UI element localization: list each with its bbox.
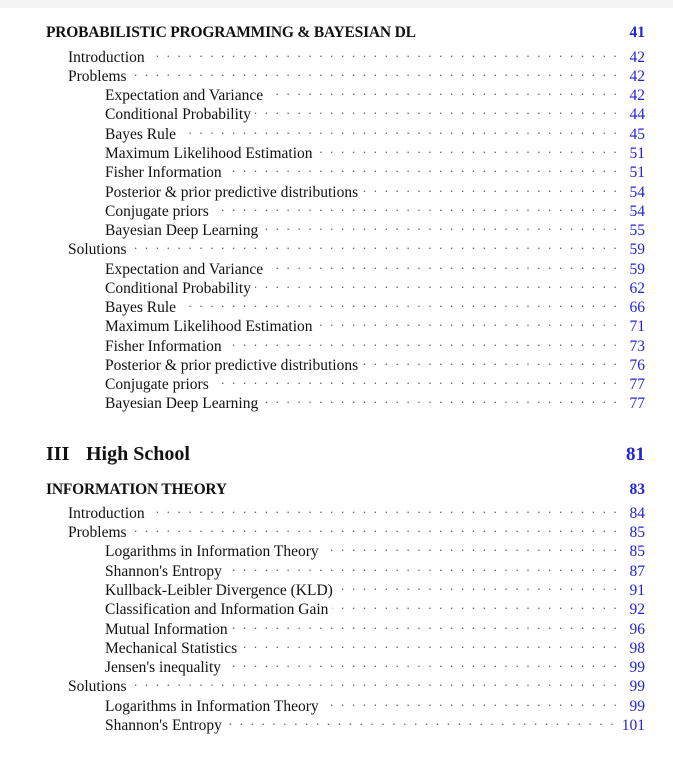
item-title: Posterior & prior predictive distributions [105,184,359,201]
page-link[interactable]: 85 [629,524,645,541]
item-title: Bayesian Deep Learning [105,222,259,239]
toc-section-introduction[interactable] [0,499,673,522]
item-title: Posterior & prior predictive distributions [105,357,359,374]
leader-dots [317,312,619,331]
toc-item[interactable] [0,576,673,599]
item-title: Bayes Rule [105,299,177,316]
leader-dots [262,216,619,235]
page-link[interactable]: 55 [629,222,645,239]
page-link[interactable]: 99 [629,678,645,695]
page-link[interactable]: 87 [629,563,645,580]
leader-dots [332,595,619,614]
page-link[interactable]: 76 [629,357,645,374]
leader-dots [226,158,619,177]
page-link[interactable]: 59 [629,261,645,278]
leader-dots [225,653,619,672]
item-title: Mutual Information [105,621,228,638]
section-title: Solutions [68,678,127,695]
page-link[interactable]: 41 [629,24,645,41]
leader-dots [337,576,619,595]
toc-item[interactable] [0,158,673,181]
page-link[interactable]: 71 [629,318,645,335]
page-link[interactable]: 42 [629,87,645,104]
item-title: Classification and Information Gain [105,601,329,618]
toc-item[interactable] [0,389,673,412]
item-title: Shannon's Entropy [105,563,222,580]
toc-item[interactable] [0,653,673,676]
toc-chapter-probabilistic-programming[interactable] [0,23,673,42]
page-link[interactable]: 99 [629,698,645,715]
page-link[interactable]: 59 [629,241,645,258]
toc-item[interactable] [0,120,673,143]
toc-section-problems[interactable] [0,62,673,85]
toc-item[interactable] [0,557,673,580]
toc-item[interactable] [0,100,673,123]
page-link[interactable]: 92 [629,601,645,618]
leader-dots [180,120,619,139]
toc-item[interactable] [0,293,673,316]
item-title: Logarithms in Information Theory [105,543,319,560]
item-title: Bayesian Deep Learning [105,395,259,412]
leader-dots [323,692,619,711]
leader-dots [267,81,619,100]
item-title: Maximum Likelihood Estimation [105,145,313,162]
leader-dots [362,351,619,370]
page-link[interactable]: 45 [629,126,645,143]
page-link[interactable]: 101 [621,717,645,734]
toc-item[interactable] [0,537,673,560]
page-link[interactable]: 51 [629,164,645,181]
page-link[interactable]: 84 [629,505,645,522]
leader-dots [323,537,619,556]
page-link[interactable]: 54 [629,184,645,201]
item-title: Expectation and Variance [105,261,264,278]
page-link[interactable]: 96 [629,621,645,638]
toc-item[interactable] [0,312,673,335]
page-link[interactable]: 44 [629,106,645,123]
leader-dots [149,43,619,62]
section-title: Introduction [68,505,145,522]
section-title: Problems [68,524,127,541]
page-link[interactable]: 77 [629,395,645,412]
page-link[interactable]: 62 [629,280,645,297]
page-link[interactable]: 91 [629,582,645,599]
toc-item[interactable] [0,255,673,278]
toc-item[interactable] [0,692,673,715]
leader-dots [262,389,619,408]
chapter-title: PROBABILISTIC PROGRAMMING & BAYESIAN DL [46,24,416,41]
section-title: Solutions [68,241,127,258]
page-link[interactable]: 98 [629,640,645,657]
toc-chapter-information-theory[interactable] [0,480,673,499]
chapter-title: INFORMATION THEORY [46,481,227,498]
leader-dots [267,255,619,274]
section-title: Introduction [68,49,145,66]
leader-dots [241,634,619,653]
leader-dots [317,139,619,158]
page-link[interactable]: 81 [626,444,645,465]
leader-dots [131,672,619,691]
item-title: Expectation and Variance [105,87,264,104]
page-link[interactable]: 54 [629,203,645,220]
page-link[interactable]: 73 [629,338,645,355]
toc-item[interactable] [0,615,673,638]
toc-item[interactable] [0,139,673,162]
page-link[interactable]: 51 [629,145,645,162]
toc-item[interactable] [0,81,673,104]
section-title: Problems [68,68,127,85]
leader-dots [255,100,619,119]
toc-item[interactable] [0,178,673,201]
toc-item[interactable] [0,711,673,734]
toc-section-problems[interactable] [0,518,673,541]
page-link[interactable]: 83 [629,481,645,498]
item-title: Bayes Rule [105,126,177,143]
toc-item[interactable] [0,634,673,657]
toc-item[interactable] [0,351,673,374]
leader-dots [131,62,619,81]
page-link[interactable]: 99 [629,659,645,676]
item-title: Logarithms in Information Theory [105,698,319,715]
item-title: Fisher Information [105,338,222,355]
toc-part-high-school[interactable] [0,441,673,467]
leader-dots [255,274,619,293]
toc-section-solutions[interactable] [0,235,673,258]
toc-item[interactable] [0,332,673,355]
toc-item[interactable] [0,595,673,618]
item-title: Conditional Probability [105,280,251,297]
item-title: Conjugate priors [105,203,209,220]
toc-item[interactable] [0,274,673,297]
leader-dots [226,557,619,576]
toc-section-introduction[interactable] [0,43,673,66]
page-link[interactable]: 42 [629,68,645,85]
leader-dots [362,178,619,197]
item-title: Maximum Likelihood Estimation [105,318,313,335]
item-title: Conditional Probability [105,106,251,123]
part-number: III [46,443,70,465]
item-title: Fisher Information [105,164,222,181]
page-link[interactable]: 77 [629,376,645,393]
leader-dots [226,711,616,730]
toc-item[interactable] [0,197,673,220]
toc-item[interactable] [0,370,673,393]
page-link[interactable]: 42 [629,49,645,66]
item-title: Jensen's inequality [105,659,222,676]
leader-dots [149,499,619,518]
leader-dots [226,332,619,351]
item-title: Mechanical Statistics [105,640,238,657]
leader-dots [213,197,619,216]
item-title: Conjugate priors [105,376,209,393]
part-title: High School [86,443,190,465]
leader-dots [180,293,619,312]
item-title: Kullback-Leibler Divergence (KLD) [105,582,333,599]
leader-dots [131,235,619,254]
leader-dots [232,615,619,634]
page-link[interactable]: 85 [629,543,645,560]
toc-item[interactable] [0,216,673,239]
leader-dots [213,370,619,389]
page-link[interactable]: 66 [629,299,645,316]
item-title: Shannon's Entropy [105,717,222,734]
toc-section-solutions[interactable] [0,672,673,695]
leader-dots [131,518,619,537]
